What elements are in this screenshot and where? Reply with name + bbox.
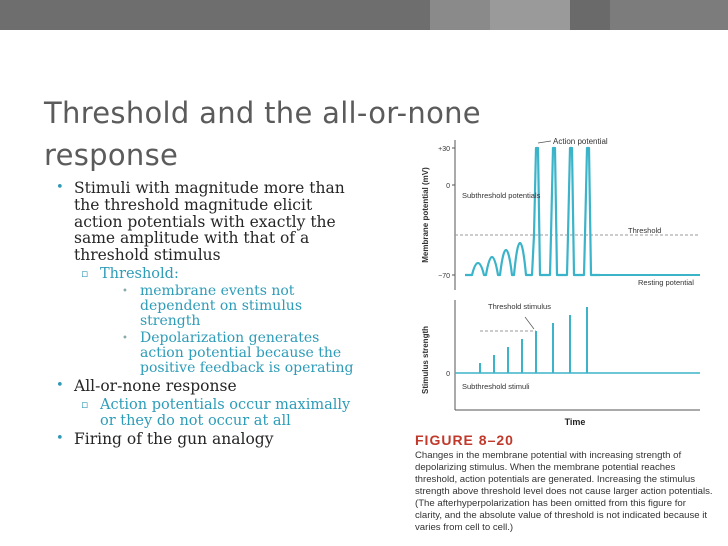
figure-number: FIGURE 8–20 xyxy=(415,432,514,448)
membrane-potential-trace xyxy=(465,148,600,275)
bullet-list xyxy=(56,180,356,450)
bullet-marker: • xyxy=(56,430,64,446)
bullet-text: Stimuli with magnitude more than the threshold magnitude elicit action potentials with exactly the same amplitude with that of a threshold stimulus xyxy=(74,179,345,265)
slide-top-banner xyxy=(0,0,728,30)
sub-sub-bullet xyxy=(120,284,356,329)
sub-bullet-marker: ▫ xyxy=(81,266,89,280)
subthreshold-potentials-label: Subthreshold potentials xyxy=(462,191,541,200)
sub-bullet-threshold xyxy=(78,266,356,376)
sub-bullet-marker: ▫ xyxy=(81,397,89,411)
subthreshold-stimuli-label: Subthreshold stimuli xyxy=(462,382,530,391)
sub-sub-bullet-text: Depolarization generates action potential because the positive feedback is operating xyxy=(140,329,354,376)
sub-sub-bullet-text: membrane events not dependent on stimulus strength xyxy=(140,282,303,329)
bullet-all-or-none xyxy=(56,378,356,429)
sub-sub-bullet-marker: • xyxy=(122,332,128,344)
bullet-gun-analogy xyxy=(56,431,356,448)
x-axis-label: Time xyxy=(564,417,586,427)
sub-sub-bullet xyxy=(120,331,356,376)
figure-graphic xyxy=(410,135,710,435)
action-potential-pointer xyxy=(538,141,551,143)
tick-bottom-zero: 0 xyxy=(446,371,450,378)
bottom-y-axis-label: Stimulus strength xyxy=(421,325,430,395)
slide-title-line-2: response xyxy=(44,138,179,172)
bullet-text: Firing of the gun analogy xyxy=(74,429,274,448)
tick-plus30: +30 xyxy=(438,146,450,153)
bullet-text: All-or-none response xyxy=(74,376,237,395)
threshold-stimulus-label: Threshold stimulus xyxy=(488,302,551,311)
sub-sub-bullet-marker: • xyxy=(122,285,128,297)
bullet-marker: • xyxy=(56,377,64,393)
action-potential-label: Action potential xyxy=(553,137,608,146)
sub-bullet-text: Action potentials occur maximally or they do not occur at all xyxy=(100,396,351,429)
sub-bullet-action-potentials xyxy=(78,397,356,429)
resting-potential-label: Resting potential xyxy=(638,278,694,287)
threshold-stimulus-pointer xyxy=(525,317,534,329)
bullet-stimuli xyxy=(56,180,356,376)
sub-bullet-text: Threshold: xyxy=(100,265,179,282)
tick-minus70: −70 xyxy=(438,273,450,280)
top-y-axis-label: Membrane potential (mV) xyxy=(421,167,430,263)
tick-zero: 0 xyxy=(446,183,450,190)
slide-title-line-1: Threshold and the all-or-none xyxy=(44,96,481,130)
bullet-marker: • xyxy=(56,180,64,195)
figure-caption: Changes in the membrane potential with increasing strength of depolarizing stimulus. When the membrane potential reaches threshold, action potentials are generated. Increasing the stimulus strength above threshold level does not cause larger action potentials. (The afterhyperpolarization has been omitted from this figure for clarity, and the absolute value of threshold is not indicated because it varies from cell to cell.) xyxy=(415,450,713,533)
threshold-label: Threshold xyxy=(628,226,662,235)
